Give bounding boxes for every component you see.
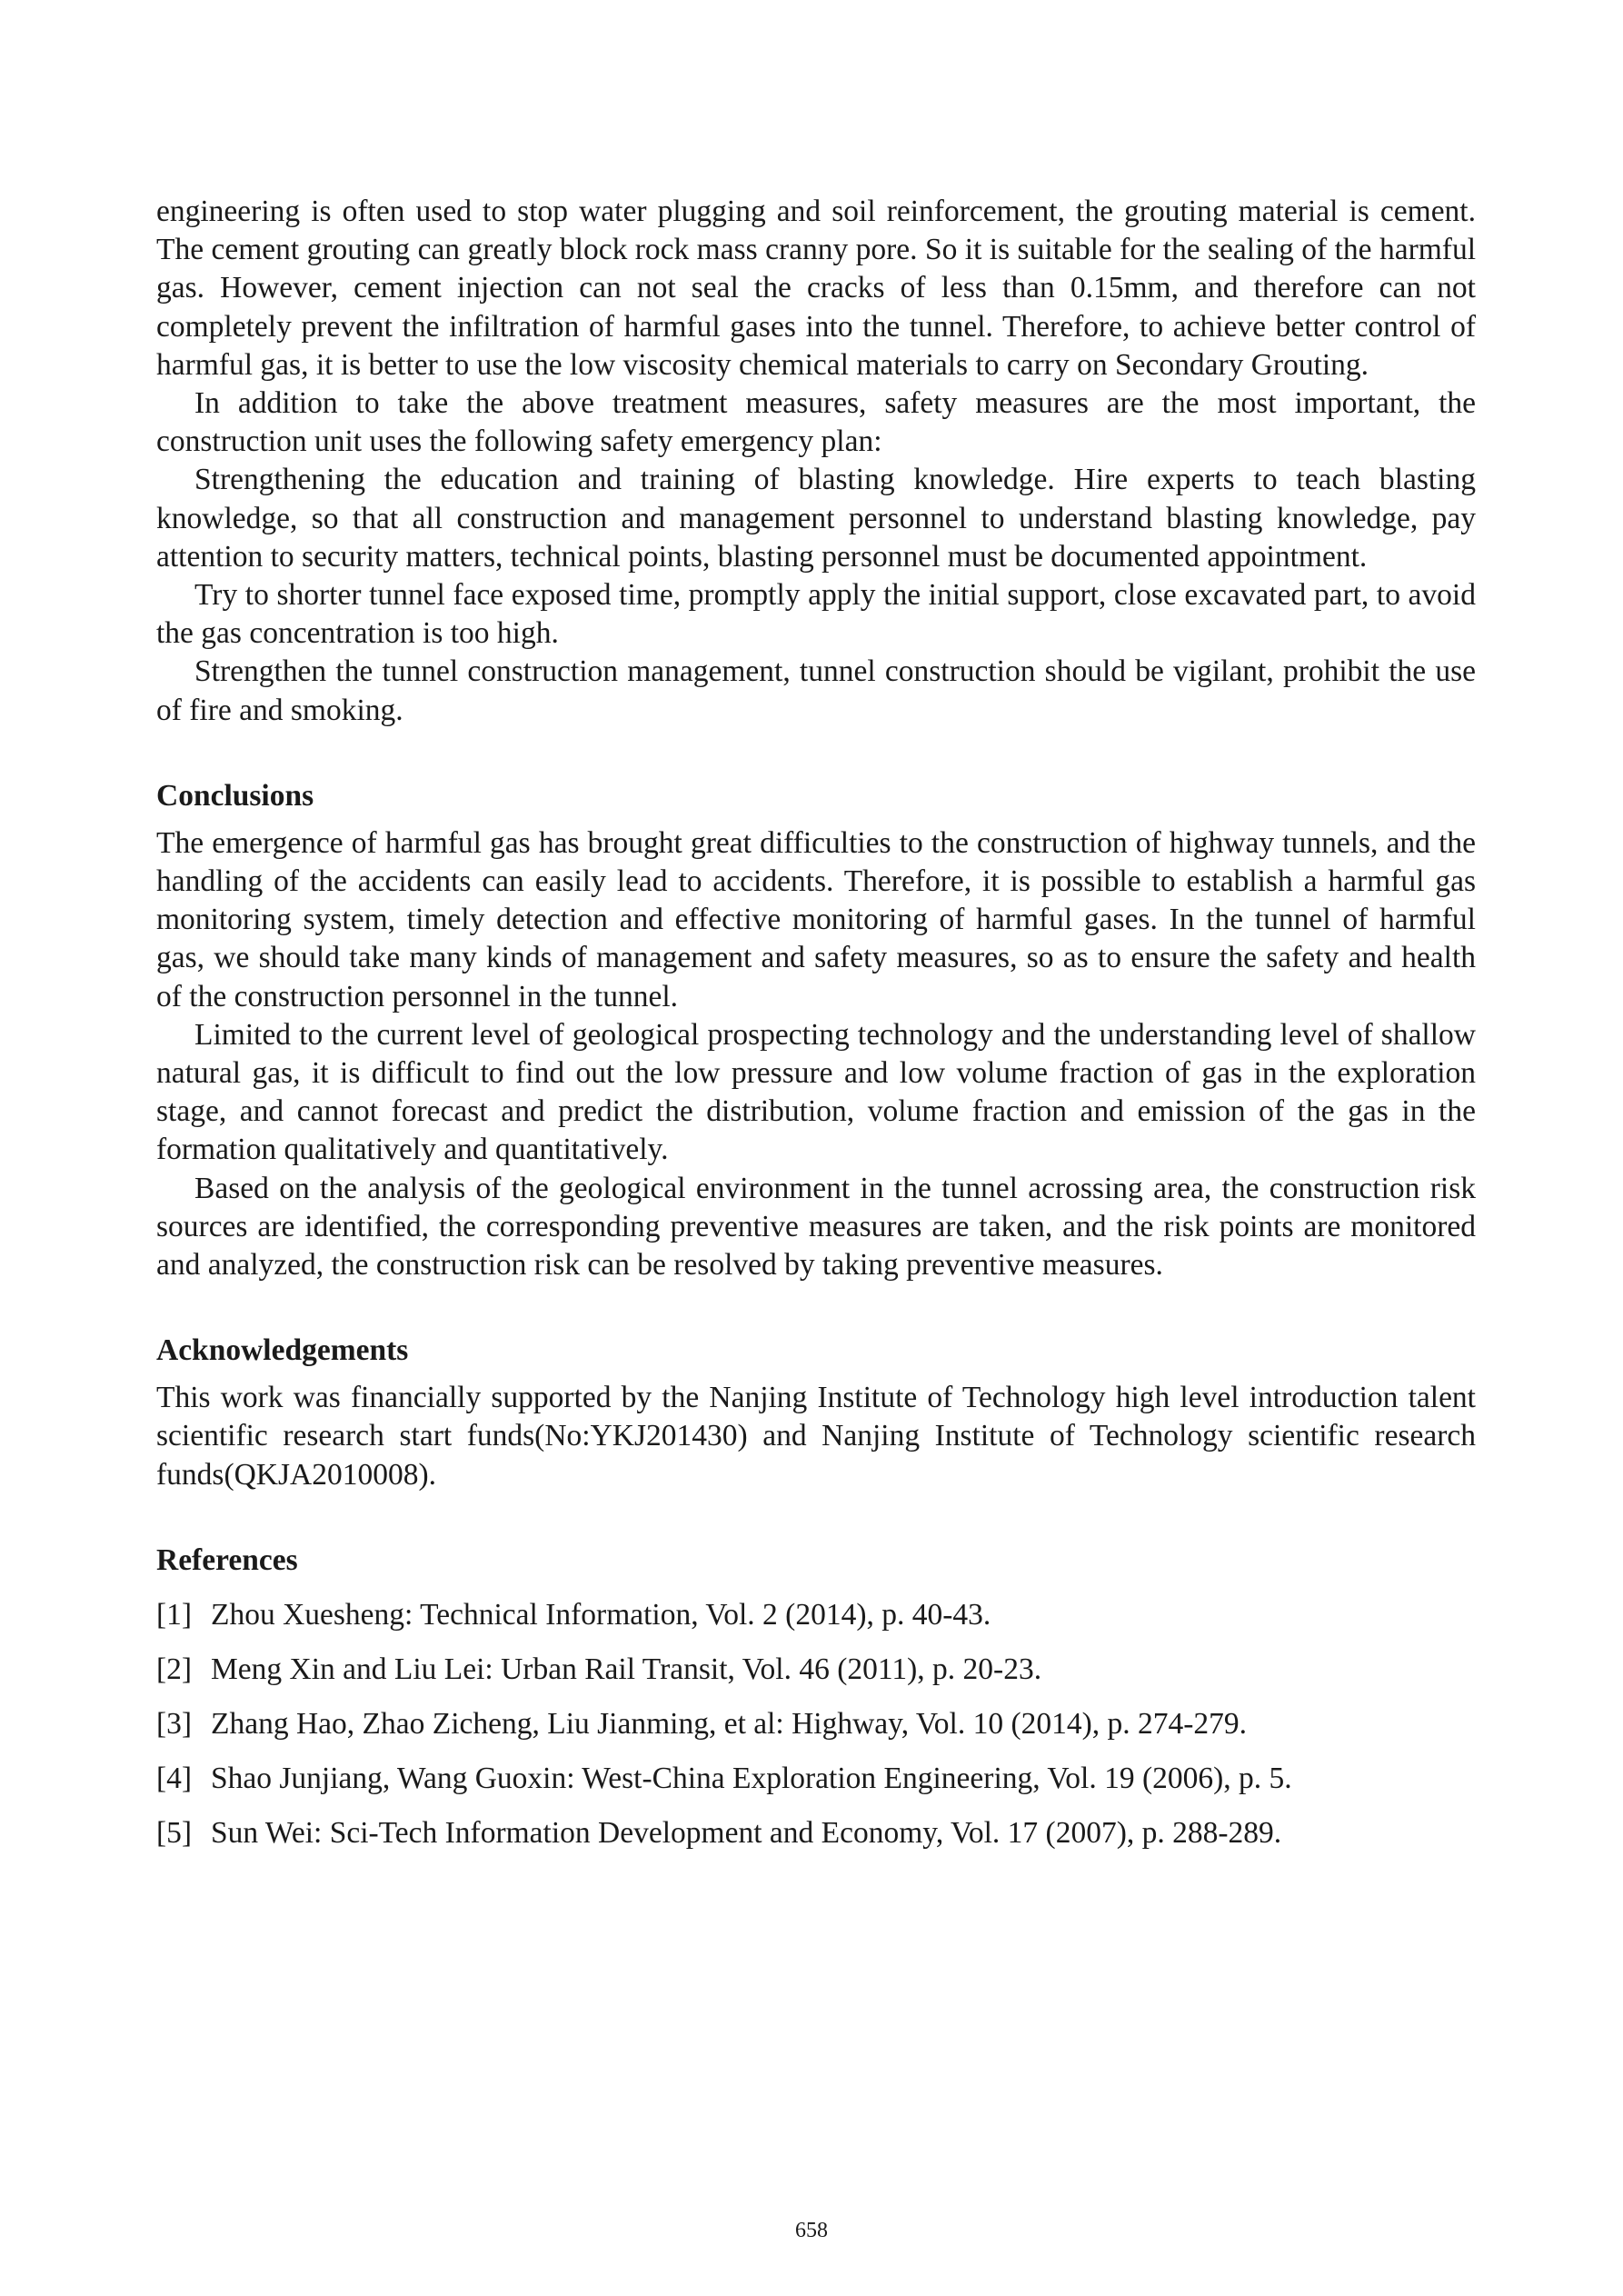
conclusions-heading: Conclusions (156, 778, 314, 813)
reference-item (156, 1596, 1476, 1634)
reference-item (156, 1705, 1476, 1743)
reference-text: Shao Junjiang, Wang Guoxin: West-China Exploration Engineering, Vol. 19 (2006), p. 5. (211, 1761, 1292, 1795)
references-section (156, 1542, 1476, 1852)
page-content (156, 193, 1476, 1869)
body-paragraph: In addition to take the above treatment measures, safety measures are the most important, the construction unit uses the following safety emergency plan: (156, 386, 1476, 459)
reference-number: [3] (156, 1706, 193, 1741)
body-paragraph: Strengthen the tunnel construction management, tunnel construction should be vigilant, prohibit the use of fire and smoking. (156, 654, 1476, 727)
conclusions-section (156, 777, 1476, 1284)
reference-text: Zhang Hao, Zhao Zicheng, Liu Jianming, et al: Highway, Vol. 10 (2014), p. 274-279. (211, 1706, 1248, 1741)
page-number: 658 (795, 2219, 828, 2242)
acknowledgements-heading: Acknowledgements (156, 1333, 409, 1368)
conclusions-paragraph: Based on the analysis of the geological environment in the tunnel acrossing area, the construction risk sources are identified, the corresponding preventive measures are taken, and the risk points are monitored and analyzed, the construction risk can be resolved by taking preventive measures. (156, 1171, 1476, 1283)
reference-text: Meng Xin and Liu Lei: Urban Rail Transit, Vol. 46 (2011), p. 20-23. (211, 1652, 1042, 1686)
reference-item (156, 1651, 1476, 1689)
references-heading: References (156, 1542, 298, 1577)
reference-number: [2] (156, 1652, 193, 1686)
reference-item (156, 1814, 1476, 1852)
acknowledgements-paragraph: This work was financially supported by the Nanjing Institute of Technology high level introduction talent scientific research start funds(No:YKJ201430) and Nanjing Institute of Technology scientific research funds(QKJA2010008). (156, 1381, 1476, 1492)
reference-text: Sun Wei: Sci-Tech Information Development and Economy, Vol. 17 (2007), p. 288-289. (211, 1815, 1282, 1850)
reference-number: [1] (156, 1597, 193, 1632)
reference-number: [5] (156, 1815, 193, 1850)
reference-number: [4] (156, 1761, 193, 1795)
acknowledgements-section (156, 1332, 1476, 1494)
body-paragraph: Try to shorter tunnel face exposed time, promptly apply the initial support, close excavated part, to avoid the gas concentration is too high. (156, 578, 1476, 651)
body-paragraph: Strengthening the education and training of blasting knowledge. Hire experts to teach blasting knowledge, so that all construction and management personnel to understand blasting knowledge, pay attention to security matters, technical points, blasting personnel must be documented appointment. (156, 463, 1476, 574)
body-text (156, 193, 1476, 730)
references-list (156, 1596, 1476, 1852)
conclusions-paragraph: Limited to the current level of geological prospecting technology and the understanding level of shallow natural gas, it is difficult to find out the low pressure and low volume fraction of gas in the exploration stage, and cannot forecast and predict the distribution, volume fraction and emission of the gas in the formation qualitatively and quantitatively. (156, 1017, 1476, 1167)
body-paragraph: engineering is often used to stop water plugging and soil reinforcement, the grouting material is cement. The cement grouting can greatly block rock mass cranny pore. So it is suitable for the sealing of the harmful gas. However, cement injection can not seal the cracks of less than 0.15mm, and therefore can not completely prevent the infiltration of harmful gases into the tunnel. Therefore, to achieve better control of harmful gas, it is better to use the low viscosity chemical materials to carry on Secondary Grouting. (156, 195, 1476, 382)
conclusions-paragraph: The emergence of harmful gas has brought great difficulties to the construction of highway tunnels, and the handling of the accidents can easily lead to accidents. Therefore, it is possible to establish a harmful gas monitoring system, timely detection and effective monitoring of harmful gases. In the tunnel of harmful gas, we should take many kinds of management and safety measures, so as to ensure the safety and health of the construction personnel in the tunnel. (156, 825, 1476, 1013)
reference-item (156, 1760, 1476, 1798)
reference-text: Zhou Xuesheng: Technical Information, Vol. 2 (2014), p. 40-43. (211, 1597, 991, 1632)
